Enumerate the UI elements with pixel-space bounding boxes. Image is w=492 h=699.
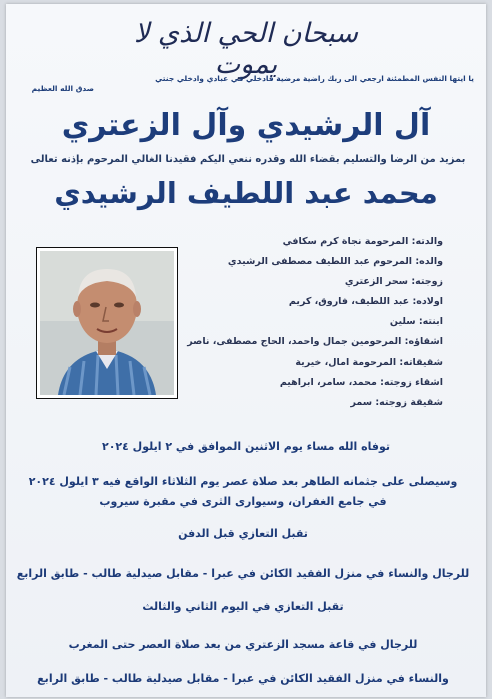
condolence-heading-before: تقبل التعازي قبل الدفن xyxy=(178,527,308,540)
family-name: آل الرشيدي وآل الزعتري xyxy=(61,108,431,143)
death-notice: توفاه الله مساء يوم الاثنين الموافق في ٢ ايلول ٢٠٢٤ xyxy=(101,440,390,453)
funeral-line: وسيصلى على جثمانه الطاهر بعد صلاة عصر يوم الثلاثاء الواقع فيه ٣ ايلول ٢٠٢٤ xyxy=(28,475,458,488)
calligraphy-header: سبحان الحي الذي لا يموت xyxy=(133,18,359,80)
deceased-photo xyxy=(36,247,178,399)
relative-line: زوجته: سحر الزعتري xyxy=(344,276,443,288)
intro-text: بمزيد من الرضا والتسليم بقضاء الله وقدره ننعي اليكم فقيدنا الغالي المرحوم بإذنه تعالى xyxy=(30,154,466,165)
relative-line: شقيقاته: المرحومة امال، خيرية xyxy=(295,356,443,368)
relative-line: اشقاؤه: المرحومين جمال واحمد، الحاج مصطفى، ناصر xyxy=(187,336,443,348)
condolence-men-location: للرجال في قاعة مسجد الزعتري من بعد صلاة العصر حتى المغرب xyxy=(68,638,418,651)
relative-line: شقيقة زوجته: سمر xyxy=(350,396,443,408)
condolence-heading-after: تقبل التعازي في اليوم الثاني والثالث xyxy=(142,600,344,613)
verse-source: صدق الله العظيم xyxy=(31,84,94,93)
relative-line: والده: المرحوم عبد اللطيف مصطفى الرشيدي xyxy=(227,256,443,268)
relative-line: والدته: المرحومة نجاة كرم سكافي xyxy=(282,236,443,247)
relatives-list xyxy=(188,232,443,413)
verse-text: يا ايتها النفس المطمئنة ارجعي الى ربك راضية مرضية فادخلي في عبادي وادخلي جنتي xyxy=(155,74,474,83)
relative-line: ابنته: سلين xyxy=(389,316,443,328)
portrait-illustration xyxy=(40,251,174,395)
quran-verse xyxy=(24,74,474,94)
condolence-location-before: للرجال والنساء في منزل الفقيد الكائن في عبرا - مقابل صيدلية طالب - طابق الرابع xyxy=(16,567,470,580)
obituary-sheet xyxy=(6,4,486,697)
condolence-women-location: والنساء في منزل الفقيد الكائن في عبرا - مقابل صيدلية طالب - طابق الرابع xyxy=(37,672,449,685)
funeral-line: في جامع الغفران، وسيوارى الثرى في مقبرة سيروب xyxy=(99,495,387,508)
relative-line: اولاده: عبد اللطيف، فاروق، كريم xyxy=(288,296,443,308)
funeral-details xyxy=(8,472,478,512)
relative-line: اشقاء زوجته: محمد، سامر، ابراهيم xyxy=(279,376,443,388)
deceased-name: محمد عبد اللطيف الرشيدي xyxy=(54,176,438,210)
